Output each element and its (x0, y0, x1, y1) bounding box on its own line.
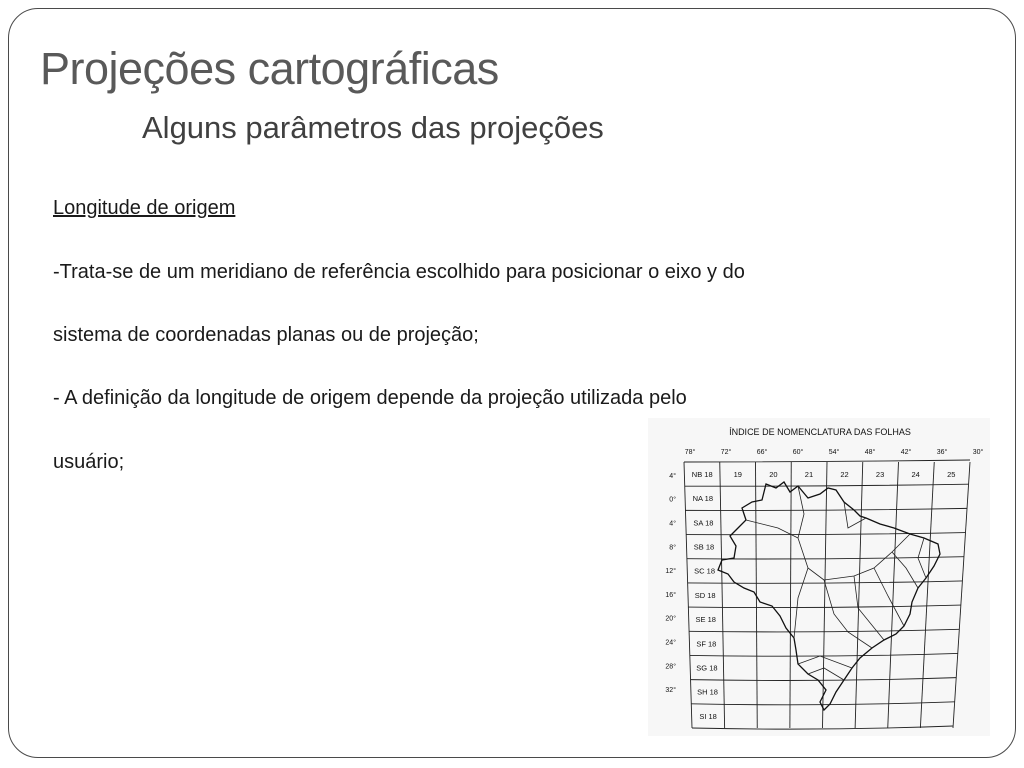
sheet-column-label: 22 (840, 469, 849, 479)
sheet-row-label: SG 18 (696, 663, 718, 673)
longitude-label: 66° (756, 449, 768, 456)
slide-subtitle: Alguns parâmetros das projeções (142, 110, 604, 145)
longitude-label: 36° (936, 449, 948, 456)
sheet-column-label: 23 (875, 469, 885, 479)
state-border (746, 520, 798, 538)
content-line: -Trata-se de um meridiano de referência escolhido para posicionar o eixo y do (53, 261, 745, 283)
sheet-row-label: SA 18 (693, 518, 714, 528)
state-border (798, 656, 852, 668)
sheet-row-label: SE 18 (695, 615, 716, 625)
longitude-label: 54° (828, 449, 840, 456)
content-line: - A definição da longitude de origem depende da projeção utilizada pelo (53, 387, 687, 409)
state-border (854, 576, 884, 640)
grid-meridian (920, 462, 934, 728)
sheet-column-label: 20 (769, 469, 778, 479)
state-border (844, 502, 866, 528)
latitude-label: 12° (665, 568, 676, 576)
sheet-column-label: 21 (804, 469, 814, 479)
sheet-row-label: SC 18 (694, 566, 716, 576)
longitude-label: 60° (792, 449, 804, 456)
latitude-label: 32° (665, 687, 676, 695)
nomenclature-map-figure (648, 418, 990, 736)
state-border (824, 580, 872, 648)
content-line: usuário; (53, 451, 125, 473)
sheet-row-label: NA 18 (692, 494, 714, 504)
sheet-row-label: SB 18 (693, 542, 715, 552)
sheet-row-label: NB 18 (691, 469, 713, 479)
grid-parallel (684, 460, 970, 462)
latitude-label: 4° (669, 472, 676, 480)
latitude-label: 16° (665, 591, 676, 599)
latitude-label: 24° (665, 639, 676, 647)
latitude-label: 28° (665, 663, 676, 671)
sheet-row-label: SF 18 (696, 639, 717, 649)
state-border (874, 568, 904, 626)
longitude-label: 78° (684, 449, 696, 456)
grid-meridian (720, 462, 725, 728)
content-heading: Longitude de origem (53, 197, 236, 219)
slide-title: Projeções cartográficas (40, 43, 499, 94)
state-border (794, 568, 808, 638)
latitude-label: 20° (665, 615, 676, 623)
longitude-label: 72° (720, 449, 732, 456)
sheet-row-label: SH 18 (697, 687, 718, 697)
grid-meridian (953, 462, 970, 728)
nomenclature-map (648, 418, 990, 736)
map-title: ÍNDICE DE NOMENCLATURA DAS FOLHAS (729, 427, 911, 437)
grid-meridian (684, 462, 692, 728)
longitude-label: 48° (864, 449, 876, 456)
longitude-label: 30° (972, 449, 984, 456)
sheet-row-label: SI 18 (699, 711, 717, 721)
state-border (798, 486, 824, 580)
sheet-column-label: 25 (947, 469, 956, 479)
latitude-label: 0° (669, 496, 676, 504)
state-border (808, 668, 844, 680)
sheet-row-label: SD 18 (694, 590, 716, 600)
latitude-label: 4° (669, 520, 676, 528)
longitude-label: 42° (900, 449, 912, 456)
latitude-label: 8° (669, 544, 676, 552)
grid-meridian (790, 462, 791, 728)
content-line: sistema de coordenadas planas ou de projeção; (53, 324, 479, 346)
sheet-column-label: 19 (733, 469, 742, 479)
grid-meridian (888, 462, 899, 728)
sheet-column-label: 24 (911, 469, 920, 479)
state-border (824, 534, 910, 580)
